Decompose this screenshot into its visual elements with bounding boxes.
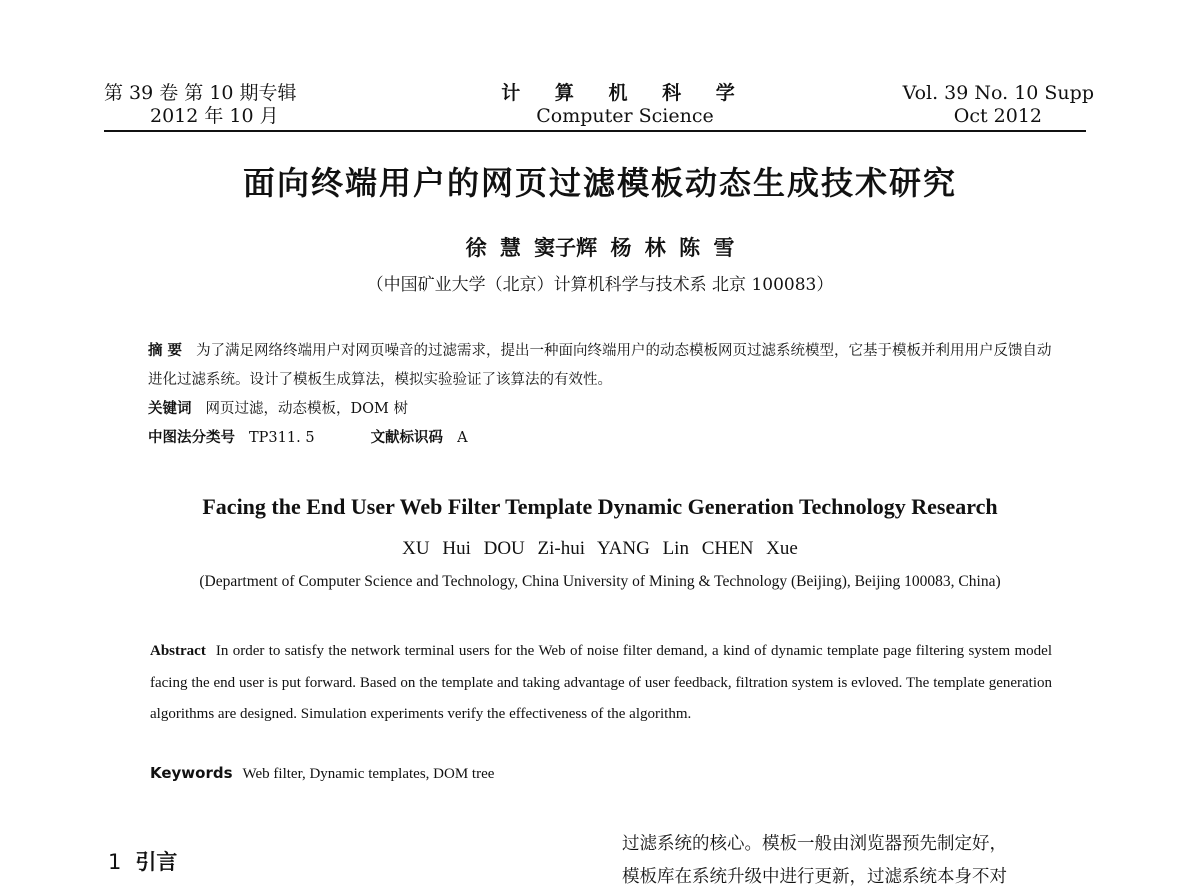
paper-title-en: Facing the End User Web Filter Template Dynamic Generation Technology Research — [202, 494, 998, 519]
issue-date: 2012 年 10 月 — [150, 105, 279, 127]
journal-name — [450, 82, 800, 128]
doc-code-value: A — [457, 430, 468, 446]
affiliation-en: (Department of Computer Science and Technology, China University of Mining & Technology (Beijing), Beijing 100083, China) — [199, 573, 1001, 590]
body-text-right-column — [622, 828, 1092, 894]
authors-cn: 徐 慧 窦子辉 杨 林 陈 雪 — [465, 236, 735, 260]
paper-title-cn: 面向终端用户的网页过滤模板动态生成技术研究 — [242, 164, 957, 202]
keywords-cn-label: 关键词 — [148, 401, 192, 417]
abstract-cn-block — [148, 337, 1060, 453]
authors-en: XU Hui DOU Zi-hui YANG Lin CHEN Xue — [402, 538, 798, 559]
keywords-en-text: Web filter, Dynamic templates, DOM tree — [242, 766, 495, 782]
abstract-en-text: In order to satisfy the network terminal users for the Web of noise filter demand, a kind of dynamic template page filtering system model facing the end user is put forward. Based on the template and taking advantage of user feedback, filtration system is evloved. The template generation algorithms are designed. Simulation experiments verify the effectiveness of the algorithm. — [150, 643, 1052, 722]
abstract-en — [150, 636, 1052, 731]
keywords-cn-text: 网页过滤，动态模板，DOM 树 — [205, 401, 408, 417]
section-number: 1 — [108, 850, 122, 874]
clc-value: TP311. 5 — [249, 430, 315, 446]
abstract-cn — [148, 337, 1060, 395]
journal-volume-info — [104, 82, 297, 128]
section-heading-introduction — [108, 846, 177, 876]
keywords-en — [150, 764, 494, 783]
clc-label: 中图法分类号 — [148, 430, 235, 446]
classification-line — [148, 424, 1060, 453]
abstract-cn-text: 为了满足网络终端用户对网页噪音的过滤需求，提出一种面向终端用户的动态模板网页过滤系统模型，它基于模板并利用用户反馈自动进化过滤系统。设计了模板生成算法，模拟实验验证了该算法的有效性。 — [148, 343, 1052, 388]
body-line: 过滤系统的核心。模板一般由浏览器预先制定好， — [622, 834, 1007, 854]
journal-name-en: Computer Science — [536, 105, 714, 127]
body-line: 模板库在系统升级中进行更新，过滤系统本身不对 — [622, 867, 1007, 887]
abstract-en-label: Abstract — [150, 643, 206, 659]
journal-name-cn: 计 算 机 科 学 — [501, 82, 749, 104]
abstract-cn-label: 摘 要 — [148, 343, 183, 359]
keywords-cn — [148, 395, 1060, 424]
section-title: 引言 — [135, 850, 178, 874]
doc-code-label: 文献标识码 — [370, 430, 444, 446]
affiliation-cn: （中国矿业大学（北京）计算机科学与技术系 北京 100083） — [366, 275, 834, 295]
volume-issue: 第 39 卷 第 10 期专辑 — [104, 82, 297, 104]
issue-date-en: Oct 2012 — [953, 105, 1042, 127]
header-rule — [104, 130, 1086, 132]
journal-volume-info-en — [903, 82, 1094, 128]
volume-issue-en: Vol. 39 No. 10 Supp — [902, 82, 1094, 104]
keywords-en-label: Keywords — [150, 764, 233, 782]
